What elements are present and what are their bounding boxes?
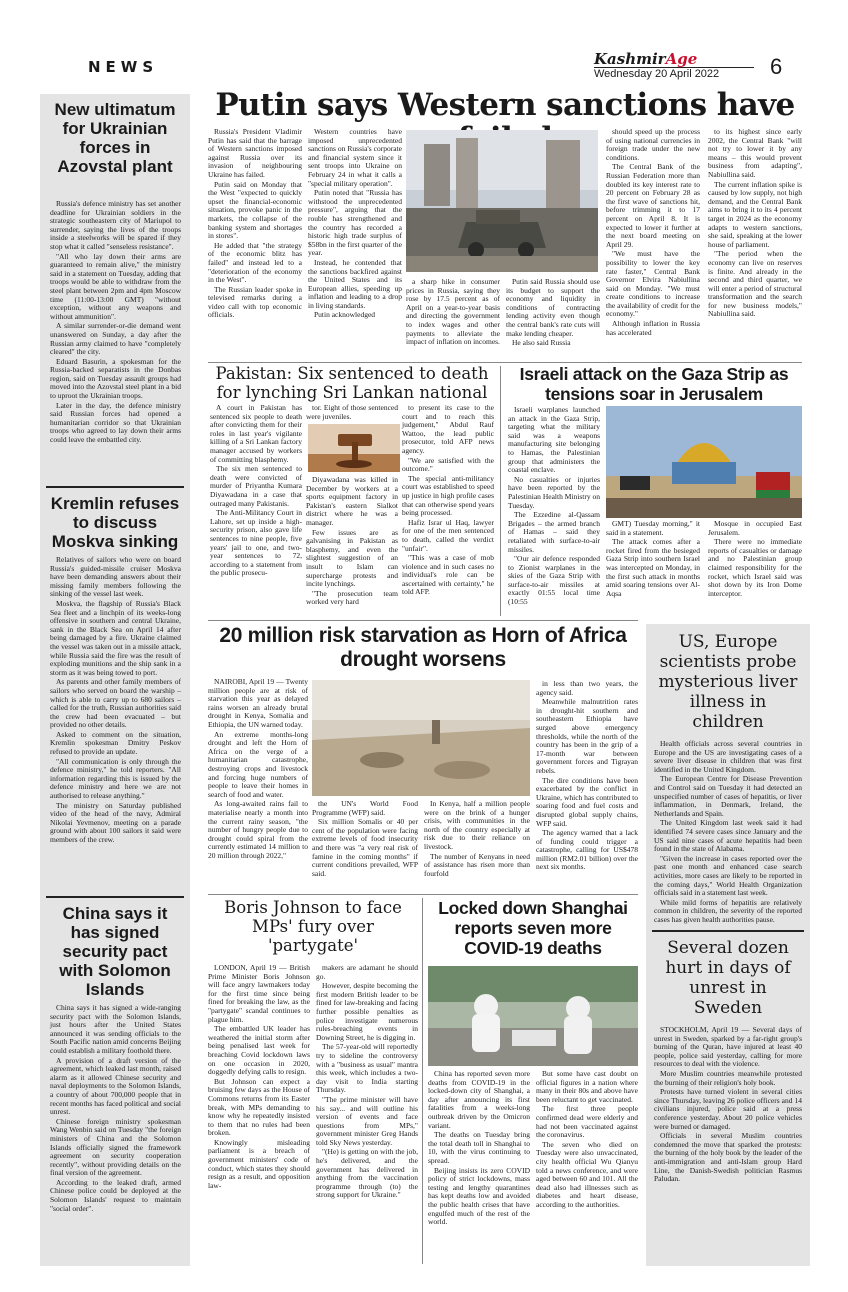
paragraph: The deaths on Tuesday bring the total death toll in Shanghai to 10, with the virus continuing to spread. (428, 1130, 530, 1165)
paragraph: While mild forms of hepatitis are relatively common in children, the severity of the reported cases has given health authorities pause. (654, 897, 802, 924)
section-label: NEWS (88, 58, 159, 76)
paragraph: The agency warned that a lack of funding could trigger a catastrophe, calling for US$478 million (RM2.01 billion) over the next six months. (536, 828, 638, 872)
rule (208, 620, 638, 621)
paragraph: Six million Somalis or 40 per cent of the population were facing extreme levels of food insecurity and there was "a very real risk of famine in the coming months" if current conditions prevailed, WFP said. (312, 817, 418, 878)
paragraph: Instead, he contended that the sanctions backfired against the United States and its European allies, speeding up inflation and leading to a drop in living standards. (308, 257, 402, 310)
paragraph: "The prosecution team worked very hard (306, 588, 398, 607)
paragraph: The number of Kenyans in need of assistance has risen more than fourfold (424, 851, 530, 878)
paragraph: China says it has signed a wide-ranging security pact with the Solomon Islands, just hours after the United States announced it was sending officials to the South Pacific nation amid concerns Beijing could establish a military foothold there. (50, 1003, 181, 1055)
brand-accent: Age (665, 50, 698, 68)
sidebar-divider (46, 896, 184, 898)
right-column (646, 624, 810, 1266)
africa-col-1 (208, 678, 308, 888)
rule (208, 362, 802, 363)
paragraph: in less than two years, the agency said. (536, 679, 638, 697)
gaza-col-1 (508, 406, 600, 614)
paragraph: Eduard Basurin, a spokesman for the Russia-backed separatists in the Donbas region, said on Tuesday assault groups had moved into the Azovstal steel plant in a bid to uproot the Ukrainian troops. (50, 356, 181, 401)
lead-col-4 (506, 278, 600, 358)
pakistan-col-1 (210, 404, 302, 614)
lead-col-3 (406, 278, 500, 358)
paragraph: A provision of a draft version of the agreement, which leaked last month, raised alarm as it allowed Chinese security and naval deployments to the Solomon Islands, a country of about 700,000 people that in recent months has faced political and social unrest. (50, 1055, 181, 1117)
paragraph: The ministry on Saturday published video of the head of the navy, Admiral Nikolai Yevmenov, meeting on a parade ground with about 100 sailors it said were members of the crew. (50, 800, 181, 844)
sidebar-story1-headline: New ultimatum for Ukrainian forces in Azovstal plant (54, 100, 176, 176)
paragraph: The seven who died on Tuesday were also unvaccinated, city health official Wu Qianyu told a news conference, and were aged between 60 and 101. All the dead also had illnesses such as diabetes and heart disease, according to the authorities. (536, 1139, 638, 1209)
paragraph: The special anti-militancy court was established to speed up justice in high profile cases that can otherwise spend years being processed. (402, 473, 494, 518)
paragraph: "This was a case of mob violence and in such cases no individual's role can be ascertained with certainty," he told AFP. (402, 553, 494, 597)
paragraph: But Johnson can expect a bruising few days as the House of Commons returns from its Easter break, with MPs demanding to know why he repeatedly insisted to them that no rules had been broken. (208, 1076, 310, 1138)
paragraph: More Muslim countries meanwhile protested the burning of their religion's holy book. (654, 1068, 802, 1087)
paragraph: Putin said Russia should use its budget to support the economy and liquidity in conditions of contracting lending activity even though the central bank's rate cuts will make lending cheaper. (506, 277, 600, 338)
paragraph: Protests have turned violent in several cities since Thursday, leaving 26 police officers and 14 civilians injured, police said at a press conference yesterday. About 20 police vehicles were burned or damaged. (654, 1087, 802, 1131)
paragraph: "All who lay down their arms are guaranteed to remain alive," the ministry said in a statement on Tuesday, adding that troops would be able to withdraw from the steel plant between 2pm and 4pm Moscow time (11:00-13:00 GMT) "without exception, without any weapons and without ammunition". (50, 251, 181, 321)
paragraph: Asked to comment on the situation, Kremlin spokesman Dmitry Peskov refused to provide an update. (50, 729, 181, 757)
paragraph: But some have cast doubt on official figures in a nation where many in their 80s and above have been reluctant to get vaccinated. (536, 1069, 638, 1104)
sweden-body (654, 1026, 802, 1262)
paragraph: GMT) Tuesday morning," it said in a statement. (606, 519, 700, 537)
boris-headline: Boris Johnson to face MPs' fury over 'partygate' (224, 898, 402, 955)
paragraph: Chinese foreign ministry spokesman Wang Wenbin said on Tuesday "the foreign ministers of China and the Solomon Islands officially signed the framework agreement on security cooperation recently", without providing details on the final version of the agreement. (50, 1116, 181, 1178)
paragraph: LONDON, April 19 — British Prime Minister Boris Johnson will face angry lawmakers today for the first time since being fined for breaking the law, as the "partygate" scandal continues to plague him. (208, 963, 310, 1024)
pakistan-photo (308, 424, 400, 472)
paragraph: "Given the increase in cases reported over the past one month and enhanced case search activities, more cases are likely to be reported in the coming days," World Health Organization officials said in a statement last week. (654, 853, 802, 898)
paragraph: The United Kingdom last week said it had identified 74 severe cases since January and the US said nine cases of acute hepatitis had been found in the state of Alabama. (654, 818, 802, 854)
sidebar-divider (46, 486, 184, 488)
liver-headline: US, Europe scientists probe mysterious liver illness in children (658, 632, 798, 732)
paragraph: The Russian leader spoke in televised remarks during a video call with top economic officials. (208, 284, 302, 320)
paragraph: The dire conditions have been exacerbated by the conflict in Ukraine, which has contributed to soaring food and fuel costs and disrupted global supply chains, WFP said. (536, 775, 638, 828)
paragraph: There were no immediate reports of casualties or damage and no Palestinian group claimed responsibility for the rocket, which Israel said was shot down by its Iron Dome interceptor. (708, 537, 802, 598)
paragraph: "All communication is only through the defence ministry," he told reporters. "All information regarding this is issued by the defence ministry and here we are not authorised to release anything." (50, 756, 181, 801)
paragraph: The Ezzedine al-Qassam Brigades – the armed branch of Hamas – said they retaliated with surface-to-air missiles. (508, 510, 600, 554)
paragraph: Putin said on Monday that the West "expected to quickly upset the financial-economic situation, provoke panic in the markets, the collapse of the banking system and shortages in stores". (208, 179, 302, 241)
pakistan-col-3 (402, 404, 494, 614)
paragraph: a sharp hike in consumer prices in Russia, saying they rose by 17.5 percent as of April on a year-to-year basis and directing the government to index wages and other payments to alleviate the impact of inflation on incomes. (406, 277, 500, 347)
paragraph: The 57-year-old will reportedly try to sideline the controversy with a "business as usual" mantra this week, which includes a two-day visit to India starting Thursday. (316, 1042, 418, 1095)
paragraph: "Our air defence responded to Zionist warplanes in the skies of the Gaza Strip with surface-to-air missiles at exactly 01:55 local time (10:55 (508, 554, 600, 607)
lead-col-1 (208, 128, 302, 356)
paragraph: Knowingly misleading parliament is a breach of government ministers' code of conduct, which states they should resign as a result, and opposition law- (208, 1137, 310, 1190)
paragraph: No casualties or injuries have been reported by the Palestinian Health Ministry on Tuesday. (508, 474, 600, 510)
paragraph: He added that "the strategy of the economic blitz has failed" and instead led to a "deterioration of the economy in the West". (208, 240, 302, 285)
sidebar-story3-body (50, 1004, 181, 1262)
paragraph: should speed up the process of using national currencies in foreign trade under the new conditions. (606, 127, 700, 162)
paragraph: The current inflation spike is caused by low supply, not high demand, and the Central Bank aims to bring it to its 4 percent target in 2024 as the economy adapts to western sanctions, she said, speaking at the lower house of parliament. (708, 179, 802, 249)
shanghai-col-2 (536, 1070, 638, 1264)
paragraph: Later in the day, the defence ministry said Russian forces had opened a humanitarian corridor so that Ukrainian troops who agreed to lay down their arms could leave the embattled city. (50, 400, 181, 445)
page-number: 6 (770, 54, 783, 79)
paragraph: Moskva, the flagship of Russia's Black Sea fleet and a linchpin of its weeks-long offensive in southern and central Ukraine, sank in the Black Sea on April 14 after being damaged by a fire. Ukraine claimed the vessel was taken out in a missile attack, while Russia said the fire was the result of exploding munitions and the ship sank in a storm as it was being towed to port. (50, 598, 181, 677)
boris-col-2 (316, 964, 418, 1264)
paragraph: As long-awaited rains fail to materialise nearly a month into the current rainy season, "the number of hungry people due to drought could spiral from the currently estimated 14 million to 20 million through 2022," (208, 799, 308, 860)
paragraph: STOCKHOLM, April 19 — Several days of unrest in Sweden, sparked by a far-right group's burning of the Quran, have injured at least 40 people, police said yesterday, calling for more resources to deal with the violence. (654, 1025, 802, 1069)
gaza-headline: Israeli attack on the Gaza Strip as tensions soar in Jerusalem (519, 364, 789, 404)
paragraph: However, despite becoming the first modern British leader to be fined for law-breaking and facing further possible penalties as police investigate numerous rules-breaching events in Downing Street, he is digging in. (316, 981, 418, 1042)
paragraph: Putin noted that "Russia has withstood the unprecedented pressure", arguing that the rouble has strengthened and the country has recorded a historic high trade surplus of $58bn in the first quarter of the year. (308, 188, 402, 258)
lead-col-5 (606, 128, 700, 358)
africa-photo (312, 680, 530, 796)
paragraph: Although inflation in Russia has accelerated (606, 319, 700, 337)
right-column-divider (652, 930, 804, 932)
gaza-col-2 (606, 520, 700, 616)
lead-headline: Putin says Western sanctions have (215, 87, 795, 123)
paragraph: to its highest since early 2002, the Central Bank "will not try to lower it by any means – this would prevent business from adapting", Nabiullina said. (708, 127, 802, 179)
lead-col-2 (308, 128, 402, 356)
paragraph: tor. Eight of those sentenced were juveniles. (306, 403, 398, 421)
paragraph: makers are adamant he should go. (316, 963, 418, 981)
paragraph: According to the leaked draft, armed Chinese police could be deployed at the Solomon Islands' request to maintain "social order". (50, 1177, 181, 1213)
pakistan-col-2a (306, 404, 398, 424)
paragraph: The Central Bank of the Russian Federation more than doubled its key interest rate to 20 percent on February 28 as the first wave of sanctions hit, before trimming it to 17 percent on April 8. It is expected to lower it further at the next board meeting on April 29. (606, 162, 700, 249)
pakistan-col-2b (306, 476, 398, 614)
paragraph: the UN's World Food Programme (WFP) said. (312, 799, 418, 817)
paragraph: "The period when the economy can live on reserves is finite. And already in the second and third quarter, we will enter a period of structural transformation and the search for new business models," Nabiullina said. (708, 249, 802, 319)
rule (208, 894, 638, 895)
paragraph: Beijing insists its zero COVID policy of strict lockdowns, mass testing and lengthy quarantines has kept deaths low and avoided the public health crises that have engulfed much of the rest of the world. (428, 1165, 530, 1227)
liver-body (654, 740, 802, 926)
paragraph: He also said Russia (512, 338, 571, 348)
africa-col-3 (424, 800, 530, 890)
shanghai-col-1 (428, 1070, 530, 1264)
africa-headline: 20 million risk starvation as Horn of Africa drought worsens (219, 624, 627, 671)
brand-logo (594, 50, 697, 68)
paragraph: Officials in several Muslim countries condemned the move that sparked the protests: the burning of the holy book by the leader of the anti-immigration and anti-Islam group Hard Line, the Danish-Swedish politician Rasmus Paludan. (654, 1131, 802, 1184)
paragraph: A court in Pakistan has sentenced six people to death after convicting them for their roles in last year's vigilante killing of a Sri Lankan factory manager accused by workers of committing blasphemy. (210, 403, 302, 464)
paragraph: The six men sentenced to death were convicted of murder of Priyantha Kumara Diyawadana in a case that outraged many Pakistanis. (210, 464, 302, 508)
sidebar-story2-body (50, 556, 181, 892)
paragraph: Mosque in occupied East Jerusalem. (708, 519, 802, 537)
paragraph: Diyawadana was killed in December by workers at a sports equipment factory in Pakistan's eastern Sialkot district where he was a manager. (306, 475, 398, 527)
sidebar-story3-headline: China says it has signed security pact with Solomon Islands (59, 904, 171, 999)
paragraph: Health officials across several countries in Europe and the US are investigating cases of a severe liver disease in children that was first identified in the United Kingdom. (654, 739, 802, 774)
shanghai-headline: Locked down Shanghai reports seven more COVID-19 deaths (438, 898, 628, 958)
paragraph: Russia's defence ministry has set another deadline for Ukrainian soldiers in the strategic southeastern city of Mariupol to surrender, saying the lives of the troops inside a steelworks will be spared if they stop what it called "senseless resistance". (50, 199, 181, 251)
paragraph: Putin acknowledged (314, 310, 376, 320)
paragraph: "(He) is getting on with the job, he's delivered, and the government has delivered in anything from the vaccination programme through (to) the strong support for Ukraine." (316, 1147, 418, 1200)
paragraph: The European Centre for Disease Prevention and Control said on Tuesday it had detected an unspecified number of cases of hepatitis, or liver inflammation, in Denmark, Ireland, the Netherlands and Spain. (654, 774, 802, 818)
pakistan-headline: Pakistan: Six sentenced to death for lynching Sri Lankan national (215, 364, 489, 402)
paragraph: The Anti-Militancy Court in Lahore, set up inside a high-security prison, also gave life sentences to nine people, five years' jail to one, and two-year sentences to 72, according to a statement from the public prosecu- (210, 508, 302, 578)
shanghai-photo (428, 966, 638, 1066)
sidebar-story2-headline: Kremlin refuses to discuss Moskva sinking (50, 494, 180, 551)
paragraph: to present its case to the court and to reach this judgement," Abdul Rauf Wattoo, the lead public prosecutor, told AFP news agency. (402, 403, 494, 455)
paragraph: The attack comes after a rocket fired from the besieged Gaza Strip into southern Israel was intercepted on Monday, in the first such attack in months amid soaring tensions over Al-Aqsa (606, 537, 700, 598)
lead-photo (406, 130, 598, 272)
paragraph: As parents and other family members of sailors who served on board the warship – which is able to carry up to 680 sailors – called for the truth, Russian authorities said the crew had been evacuated – but provided no other details. (50, 677, 181, 730)
brand-block (594, 50, 754, 68)
gaza-photo (606, 406, 802, 518)
paragraph: Russia's President Vladimir Putin has said that the barrage of Western sanctions imposed against Russia over its invasion of neighbouring Ukraine has failed. (208, 127, 302, 179)
paragraph: "The prime minister will have his say... and will outline his version of events and face questions from MPs," government minister Greg Hands told Sky News yesterday. (316, 1094, 418, 1147)
column-rule (422, 898, 423, 1264)
paragraph: "We must have the possibility to lower the key rate faster," Central Bank Governor Elvira Nabiullina said on Monday. "We must create conditions to increase the availability of credit for the economy." (606, 249, 700, 319)
paragraph: Relatives of sailors who were on board Russia's guided-missile cruiser Moskva have been demanding answers about their missing family members following the sinking of the vessel last week. (50, 555, 181, 599)
africa-col-2 (312, 800, 418, 890)
paragraph: The embattled UK leader has weathered the initial storm after being penalised last week for breaching Covid lockdown laws on one occasion in 2020, doggedly defying calls to resign. (208, 1024, 310, 1077)
gaza-col-3 (708, 520, 802, 616)
issue-date: Wednesday 20 April 2022 (594, 68, 720, 80)
paragraph: Meanwhile malnutrition rates in drought-hit southern and southeastern Ethiopia have surged above emergency thresholds, while the north of the country has been in the grip of a 17-month war between government forces and Tigrayan rebels. (536, 697, 638, 775)
column-rule (500, 366, 501, 616)
boris-col-1 (208, 964, 310, 1264)
paragraph: In Kenya, half a million people were on the brink of a hunger crisis, with communities in the north of the country especially at risk due to their reliance on livestock. (424, 799, 530, 851)
paragraph: The first three people confirmed dead were elderly and had not been vaccinated against the coronavirus. (536, 1104, 638, 1140)
lead-col-6 (708, 128, 802, 358)
paragraph: A similar surrender-or-die demand went unanswered on Sunday, a day after the Russian army claimed to have "completely cleared" the city. (50, 321, 181, 357)
sweden-headline: Several dozen hurt in days of unrest in Sweden (665, 938, 791, 1018)
paragraph: NAIROBI, April 19 — Twenty million people are at risk of starvation this year as delayed rains worsen an already brutal drought in Kenya, Somalia and Ethiopia, the UN warned today. (208, 677, 308, 729)
paragraph: China has reported seven more deaths from COVID-19 in the locked-down city of Shanghai, a day after announcing its first fatalities from a weeks-long outbreak driven by the Omicron variant. (428, 1069, 530, 1130)
paragraph: Hafiz Israr ul Haq, lawyer for one of the men sentenced to death, called the verdict "unfair". (402, 517, 494, 553)
africa-col-4 (536, 680, 638, 890)
sidebar (40, 94, 190, 1266)
paragraph: "We are satisfied with the outcome." (402, 455, 494, 474)
brand-name: Kashmir (594, 50, 666, 68)
paragraph: Israeli warplanes launched an attack in the Gaza Strip, targeting what the military said was a weapons manufacturing site belonging to Hamas, the Palestinian group that administers the coastal enclave. (508, 405, 600, 475)
paragraph: Few issues are as galvanising in Pakistan as blasphemy, and even the slightest suggestion of an insult to Islam can supercharge protests and incite lynchings. (306, 527, 398, 589)
paragraph: Western countries have imposed unprecedented sanctions on Russia's corporate and financial system since it sent troops into Ukraine on February 24 in what it calls a "special military operation". (308, 127, 402, 188)
paragraph: An extreme months-long drought and left the Horn of Africa on the verge of a humanitarian catastrophe, destroying crops and livestock and forcing huge numbers of people to leave their homes in search of food and water. (208, 729, 308, 799)
